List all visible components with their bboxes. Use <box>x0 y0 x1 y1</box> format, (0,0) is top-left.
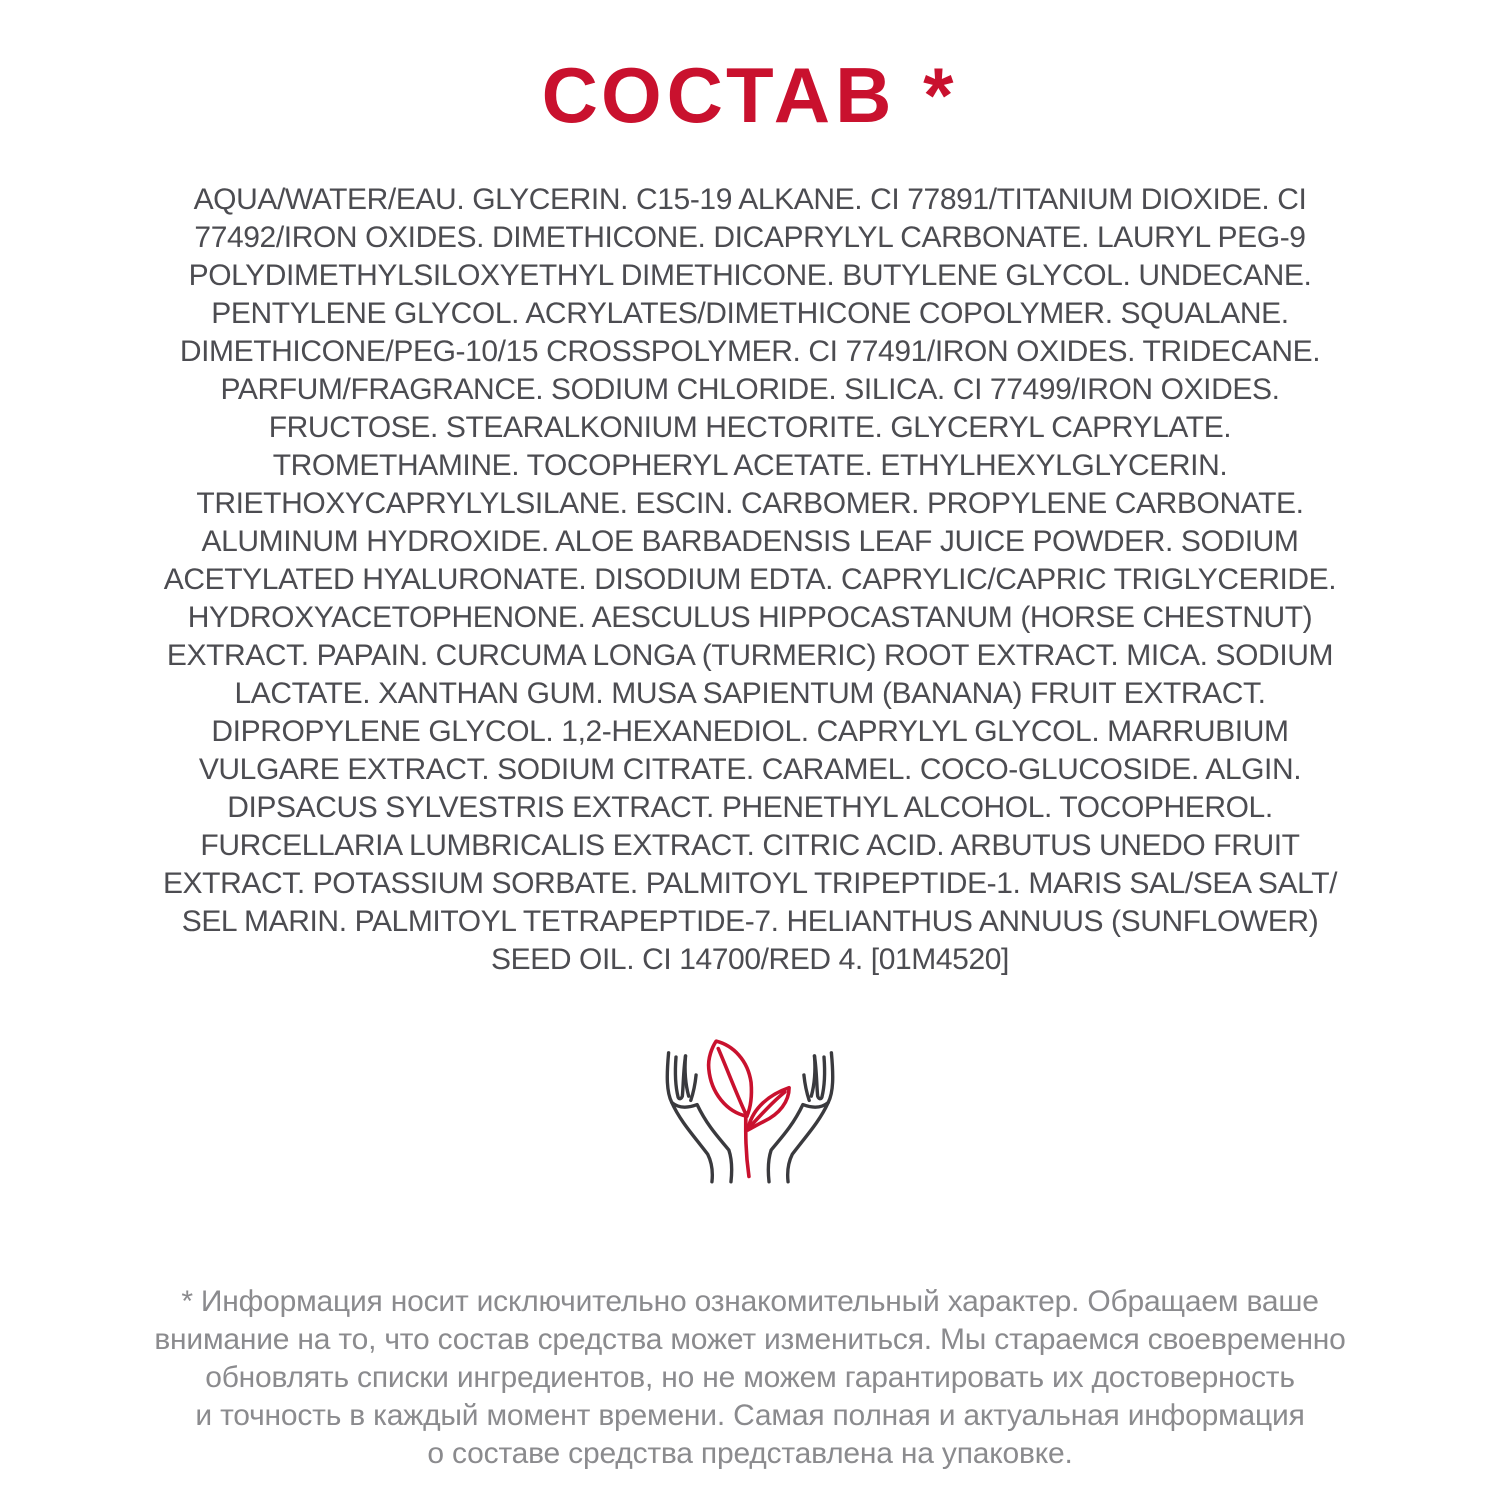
text-line: DIPSACUS SYLVESTRIS EXTRACT. PHENETHYL ALCOHOL. TOCOPHEROL. <box>227 791 1273 824</box>
text-line: ACETYLATED HYALURONATE. DISODIUM EDTA. CAPRYLIC/CAPRIC TRIGLYCERIDE. <box>163 563 1337 596</box>
text-line: EXTRACT. PAPAIN. CURCUMA LONGA (TURMERIC) ROOT EXTRACT. MICA. SODIUM <box>166 639 1334 672</box>
text-line: TRIETHOXYCAPRYLYLSILANE. ESCIN. CARBOMER. PROPYLENE CARBONATE. <box>196 487 1304 520</box>
text-line: 77492/IRON OXIDES. DIMETHICONE. DICAPRYLYL CARBONATE. LAURYL PEG-9 <box>194 221 1306 254</box>
text-line: VULGARE EXTRACT. SODIUM CITRATE. CARAMEL. COCO-GLUCOSIDE. ALGIN. <box>198 753 1302 786</box>
text-line: PARFUM/FRAGRANCE. SODIUM CHLORIDE. SILICA. CI 77499/IRON OXIDES. <box>220 373 1280 406</box>
text-line: HYDROXYACETOPHENONE. AESCULUS HIPPOCASTANUM (HORSE CHESTNUT) <box>187 601 1313 634</box>
text-line: POLYDIMETHYLSILOXYETHYL DIMETHICONE. BUTYLENE GLYCOL. UNDECANE. <box>188 259 1312 292</box>
text-line: DIPROPYLENE GLYCOL. 1,2-HEXANEDIOL. CAPRYLYL GLYCOL. MARRUBIUM <box>211 715 1289 748</box>
ingredients-text <box>0 181 1500 979</box>
text-line: LACTATE. XANTHAN GUM. MUSA SAPIENTUM (BANANA) FRUIT EXTRACT. <box>234 677 1266 710</box>
text-line: AQUA/WATER/EAU. GLYCERIN. C15-19 ALKANE. CI 77891/TITANIUM DIOXIDE. CI <box>193 183 1307 216</box>
text-line: DIMETHICONE/PEG-10/15 CROSSPOLYMER. CI 77491/IRON OXIDES. TRIDECANE. <box>179 335 1321 368</box>
text-line: внимание на то, что состав средства может измениться. Мы стараемся своевременно <box>154 1323 1346 1356</box>
text-line: * Информация носит исключительно ознакомительный характер. Обращаем ваше <box>181 1285 1319 1318</box>
text-line: и точность в каждый момент времени. Самая полная и актуальная информация <box>195 1399 1305 1432</box>
text-line: FRUCTOSE. STEARALKONIUM HECTORITE. GLYCERYL CAPRYLATE. <box>268 411 1232 444</box>
text-line: EXTRACT. POTASSIUM SORBATE. PALMITOYL TRIPEPTIDE-1. MARIS SAL/SEA SALT/ <box>162 867 1338 900</box>
text-line: PENTYLENE GLYCOL. ACRYLATES/DIMETHICONE COPOLYMER. SQUALANE. <box>211 297 1289 330</box>
text-line: TROMETHAMINE. TOCOPHERYL ACETATE. ETHYLHEXYLGLYCERIN. <box>272 449 1228 482</box>
page-title: СОСТАВ * <box>541 51 959 139</box>
disclaimer-footnote <box>0 1283 1500 1473</box>
icon-container <box>0 1038 1500 1191</box>
text-line: FURCELLARIA LUMBRICALIS EXTRACT. CITRIC ACID. ARBUTUS UNEDO FRUIT <box>200 829 1300 862</box>
text-line: SEED OIL. CI 14700/RED 4. [01M4520] <box>491 943 1009 976</box>
text-line: обновлять списки ингредиентов, но не можем гарантировать их достоверность <box>205 1361 1295 1394</box>
hands-holding-plant-icon <box>665 1038 835 1186</box>
text-line: о составе средства представлена на упаковке. <box>427 1437 1073 1470</box>
text-line: SEL MARIN. PALMITOYL TETRAPEPTIDE-7. HELIANTHUS ANNUUS (SUNFLOWER) <box>181 905 1319 938</box>
text-line: ALUMINUM HYDROXIDE. ALOE BARBADENSIS LEAF JUICE POWDER. SODIUM <box>201 525 1299 558</box>
